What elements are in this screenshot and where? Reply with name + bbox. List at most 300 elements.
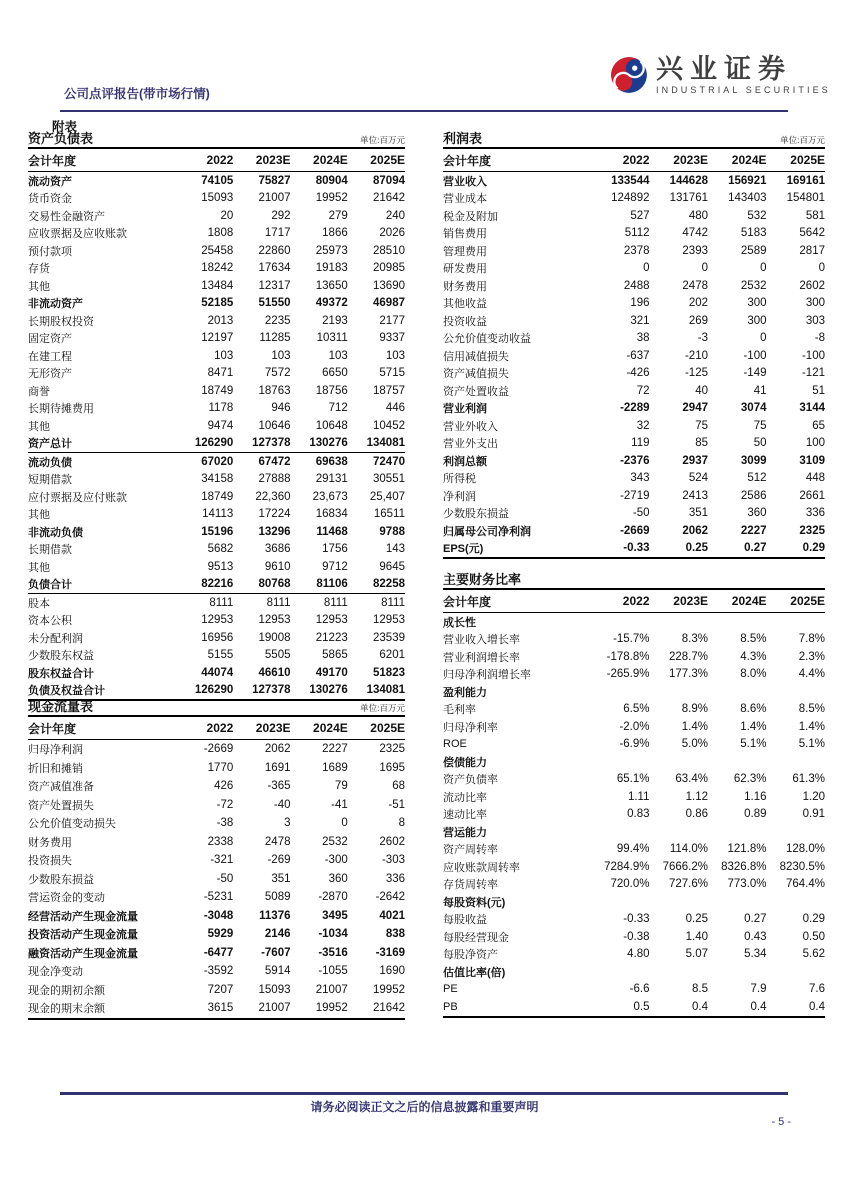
cell-value: 7.8% <box>798 633 825 646</box>
cell-value <box>767 753 826 771</box>
header-divider-rule <box>60 110 788 112</box>
cell-value: -6477 <box>203 946 234 959</box>
cell-value: 343 <box>630 472 650 485</box>
table-row <box>28 400 405 418</box>
row-label: 归属母公司净利润 <box>443 525 531 538</box>
cell-value: 114.0% <box>669 843 708 856</box>
row-label: 存货周转率 <box>443 879 498 892</box>
unit-label: 单位:百万元 <box>360 703 405 713</box>
table-row <box>28 260 405 278</box>
cell-value: 0.5 <box>591 998 650 1017</box>
cell-value: 20 <box>220 209 234 222</box>
cell-value: 154801 <box>786 192 825 205</box>
row-label: 每股收益 <box>443 914 487 927</box>
cell-value: 3144 <box>799 402 825 415</box>
row-label: 资产总计 <box>28 435 176 453</box>
cell-value: 19952 <box>291 999 348 1019</box>
table-row <box>28 488 405 506</box>
cell-value <box>767 963 826 981</box>
row-label: 估值比率(倍) <box>443 966 506 979</box>
row-label: 成长性 <box>443 616 476 629</box>
table-row <box>28 347 405 365</box>
row-label: 流动资产 <box>28 175 72 188</box>
cell-value: 196 <box>630 297 650 310</box>
cell-value: 5.62 <box>802 948 825 961</box>
year-column-header: 2022 <box>176 716 233 740</box>
cell-value: -40 <box>273 798 291 811</box>
table-row <box>443 435 825 453</box>
cell-value: 21007 <box>315 983 348 996</box>
table-row <box>443 858 825 876</box>
cell-value: -265.9% <box>606 668 650 681</box>
cell-value: 0 <box>341 817 348 830</box>
table-row <box>28 962 405 981</box>
cell-value: -2870 <box>318 891 348 904</box>
cell-value: 7572 <box>264 367 291 380</box>
cell-value: 1.12 <box>685 790 708 803</box>
year-column-header: 2025E <box>348 148 405 172</box>
cell-value: 202 <box>688 297 708 310</box>
industrial-securities-swirl-icon <box>610 56 648 94</box>
table-row <box>443 771 825 789</box>
cell-value: -72 <box>216 798 234 811</box>
income_statement-table <box>443 147 825 559</box>
cell-value: 127378 <box>233 682 290 701</box>
cell-value: 5155 <box>207 649 234 662</box>
cell-value: 448 <box>805 472 825 485</box>
table-row <box>443 242 825 260</box>
cell-value: 0.4 <box>767 998 826 1017</box>
row-label: 应收票据及应收账款 <box>28 228 127 241</box>
row-label: 资本公积 <box>28 615 72 628</box>
cell-value: 773.0% <box>727 878 767 891</box>
cell-value: 446 <box>385 402 405 415</box>
year-column-header: 2023E <box>650 589 709 613</box>
cell-value: 720.0% <box>610 878 650 891</box>
table-row <box>28 207 405 225</box>
cell-value: -2642 <box>375 891 405 904</box>
cell-value: 18242 <box>201 262 234 275</box>
row-label: 其他 <box>28 420 50 433</box>
table-row <box>443 522 825 540</box>
table-row <box>443 487 825 505</box>
row-label: ROE <box>443 738 467 751</box>
row-label: 资产处置收益 <box>443 385 509 398</box>
cell-value: 512 <box>747 472 767 485</box>
cell-value: -2719 <box>620 489 650 502</box>
row-label: 在建工程 <box>28 350 72 363</box>
row-label: 公允价值变动损失 <box>28 818 116 831</box>
cell-value: -3 <box>697 332 708 345</box>
cell-value: -41 <box>331 798 348 811</box>
cell-value: -0.33 <box>623 913 650 926</box>
cell-value: -2.0% <box>619 720 650 733</box>
cell-value <box>591 683 650 701</box>
cell-value: 65.1% <box>616 773 650 786</box>
cell-value: 228.7% <box>668 650 708 663</box>
cell-value: 67020 <box>201 455 234 468</box>
table-row <box>28 612 405 630</box>
cell-value: 2478 <box>682 279 708 292</box>
cell-value: 0.83 <box>627 808 650 821</box>
cell-value: 8.9% <box>681 703 708 716</box>
year-column-header: 2024E <box>291 148 348 172</box>
cell-value: -1055 <box>318 965 348 978</box>
financial-ratios-table-container <box>443 588 825 1018</box>
row-label: 少数股东损益 <box>443 508 509 521</box>
cell-value: 5865 <box>322 649 348 662</box>
cell-value: 51823 <box>373 666 405 679</box>
cell-value: 44074 <box>201 666 234 679</box>
cell-value: 52185 <box>201 297 234 310</box>
cell-value: 11376 <box>259 909 291 922</box>
cell-value: 25,407 <box>369 490 405 503</box>
cell-value: 5914 <box>264 965 291 978</box>
cell-value: 130276 <box>291 435 348 453</box>
cell-value: 16956 <box>201 631 234 644</box>
cell-value <box>650 823 709 841</box>
cell-value: -365 <box>267 780 291 793</box>
year-column-header: 2023E <box>233 148 290 172</box>
row-label: EPS(元) <box>443 540 591 559</box>
cell-value <box>650 893 709 911</box>
row-label: 资产减值损失 <box>443 368 509 381</box>
table-row <box>28 225 405 243</box>
cell-value: 8.0% <box>740 668 767 681</box>
row-label: 资产减值准备 <box>28 781 94 794</box>
cell-value <box>591 753 650 771</box>
cell-value: 6201 <box>379 649 405 662</box>
cell-value: -0.33 <box>591 540 650 559</box>
cell-value: 2586 <box>740 489 767 502</box>
cell-value: 11468 <box>316 525 348 538</box>
table-row <box>443 806 825 824</box>
cell-value: 9474 <box>207 419 234 432</box>
cell-value: -7607 <box>261 946 291 959</box>
cell-value: 2532 <box>740 279 767 292</box>
row-label: 其他收益 <box>443 298 487 311</box>
cell-value: 75827 <box>258 174 291 187</box>
row-label: 每股经营现金 <box>443 931 509 944</box>
cell-value: 7666.2% <box>662 860 708 873</box>
cell-value: 336 <box>385 872 405 885</box>
cell-value: 1.20 <box>802 790 825 803</box>
table-row <box>28 851 405 870</box>
cell-value <box>767 613 826 631</box>
balance_sheet-table <box>28 147 405 701</box>
cell-value: 134081 <box>348 435 405 453</box>
row-label: 投资活动产生现金流量 <box>28 929 138 942</box>
row-label: 现金净变动 <box>28 966 83 979</box>
table-row <box>443 718 825 736</box>
cell-value: 2817 <box>799 244 825 257</box>
cell-value: 1.40 <box>685 930 708 943</box>
table-row <box>443 417 825 435</box>
table-row <box>28 999 405 1019</box>
cell-value: 2478 <box>264 835 291 848</box>
cell-value: 2661 <box>799 489 825 502</box>
row-label: 融资活动产生现金流量 <box>28 947 138 960</box>
cell-value: 41 <box>753 384 767 397</box>
year-column-header: 2024E <box>708 589 767 613</box>
row-label: 营业外支出 <box>443 438 498 451</box>
cell-value: 5.1% <box>740 738 767 751</box>
cell-value: 13690 <box>373 279 405 292</box>
cell-value: 360 <box>747 507 767 520</box>
year-column-header: 2025E <box>767 148 826 172</box>
cell-value: 5.34 <box>744 948 767 961</box>
row-label: 营运能力 <box>443 826 487 839</box>
cell-value: 2062 <box>682 524 708 537</box>
cell-value: 8230.5% <box>779 860 825 873</box>
cell-value: 85 <box>695 437 708 450</box>
cell-value: 103 <box>214 349 234 362</box>
table-row <box>28 925 405 944</box>
cell-value: 15196 <box>201 525 234 538</box>
cell-value: 3615 <box>176 999 233 1019</box>
cell-value: 0.4 <box>650 998 709 1017</box>
cell-value: 133544 <box>611 174 650 187</box>
cell-value: -50 <box>216 872 234 885</box>
cell-value: 4742 <box>682 227 708 240</box>
cell-value: -149 <box>743 367 767 380</box>
cell-value: 131761 <box>669 192 708 205</box>
row-label: 未分配利润 <box>28 632 83 645</box>
cell-value: 30551 <box>373 473 405 486</box>
cell-value: 5183 <box>740 227 767 240</box>
cell-value: 2227 <box>322 743 348 756</box>
cell-value: 532 <box>747 209 767 222</box>
cell-value: 11285 <box>259 332 291 345</box>
cell-value: 16511 <box>373 508 405 521</box>
cell-value: 51 <box>812 384 825 397</box>
cell-value: 29131 <box>315 473 348 486</box>
cell-value: -8 <box>814 332 825 345</box>
cell-value: 10452 <box>373 419 405 432</box>
cell-value: 12953 <box>315 614 348 627</box>
cell-value: 23,673 <box>312 490 348 503</box>
cell-value: -6.9% <box>619 738 650 751</box>
cell-value: 10311 <box>316 332 348 345</box>
cell-value: 126290 <box>176 435 233 453</box>
row-label: 存货 <box>28 263 50 276</box>
cell-value: 28510 <box>373 244 405 257</box>
cell-value <box>591 963 650 981</box>
table-row <box>443 998 825 1017</box>
cell-value: 51550 <box>258 297 291 310</box>
table-row <box>443 505 825 523</box>
cell-value: 5.07 <box>685 948 708 961</box>
cell-value: 279 <box>328 209 348 222</box>
income-statement-table-container <box>443 147 825 559</box>
row-label: 盈利能力 <box>443 686 487 699</box>
cell-value: 103 <box>385 349 405 362</box>
cell-value: 81106 <box>291 576 348 594</box>
cell-value: 127378 <box>233 435 290 453</box>
cell-value: 5715 <box>379 367 405 380</box>
row-label: 公允价值变动收益 <box>443 333 531 346</box>
cell-value: 727.6% <box>668 878 708 891</box>
cell-value: 321 <box>630 314 650 327</box>
cell-value: 1689 <box>322 761 348 774</box>
cell-value: 581 <box>805 209 825 222</box>
cell-value: 8111 <box>266 596 291 609</box>
cell-value: 27888 <box>258 473 291 486</box>
cell-value: 18749 <box>201 384 234 397</box>
row-label: 每股净资产 <box>443 949 498 962</box>
cell-value <box>650 683 709 701</box>
cell-value: 2393 <box>682 244 708 257</box>
table-row <box>443 190 825 208</box>
cell-value: 32 <box>636 419 650 432</box>
row-label: 营业收入增长率 <box>443 634 520 647</box>
cell-value: 303 <box>805 314 825 327</box>
section-header-row <box>443 893 825 911</box>
cell-value: -50 <box>632 507 650 520</box>
cell-value: -100 <box>743 349 767 362</box>
cell-value: 50 <box>753 437 767 450</box>
cell-value: 17224 <box>258 508 291 521</box>
cell-value: 5505 <box>264 649 291 662</box>
table-row <box>28 740 405 759</box>
table-row <box>28 471 405 489</box>
cell-value: 38 <box>636 332 650 345</box>
logo-name-cn: 兴业证券 <box>656 54 792 84</box>
row-label: 投资收益 <box>443 315 487 328</box>
cell-value: 351 <box>688 507 708 520</box>
cell-value: 20985 <box>373 262 405 275</box>
cell-value: 0.50 <box>802 930 825 943</box>
cell-value: 21223 <box>315 631 348 644</box>
table-row <box>28 814 405 833</box>
cell-value: 6.5% <box>623 703 650 716</box>
table-row <box>28 506 405 524</box>
cell-value: 300 <box>805 297 825 310</box>
cell-value: 12197 <box>201 332 234 345</box>
cell-value: 0.4 <box>708 998 767 1017</box>
year-column-header: 2024E <box>708 148 767 172</box>
table-row <box>28 295 405 313</box>
table-row <box>28 330 405 348</box>
cell-value: 5089 <box>264 891 291 904</box>
cell-value: 360 <box>328 872 348 885</box>
cell-value: 2235 <box>264 314 291 327</box>
table-row <box>28 558 405 576</box>
row-label: 货币资金 <box>28 193 72 206</box>
cell-value: 0.89 <box>744 808 767 821</box>
row-label: 营业收入 <box>443 175 487 188</box>
row-label: PB <box>443 998 591 1017</box>
table-row <box>28 312 405 330</box>
row-label: 偿债能力 <box>443 756 487 769</box>
cell-value: 1.11 <box>627 790 650 803</box>
cell-value: 946 <box>271 402 291 415</box>
income-statement-section <box>443 131 825 559</box>
cell-value: 74105 <box>201 174 234 187</box>
table-row <box>443 312 825 330</box>
cell-value: 8.5% <box>798 703 825 716</box>
cell-value: 61.3% <box>792 773 825 786</box>
cell-value: 15093 <box>201 192 234 205</box>
row-label: 长期借款 <box>28 544 72 557</box>
cell-value: 4.80 <box>627 948 650 961</box>
cell-value: 0.29 <box>767 540 826 559</box>
cell-value: 63.4% <box>675 773 708 786</box>
row-label: 营业利润 <box>443 403 487 416</box>
row-label: 无形资产 <box>28 368 72 381</box>
cell-value: 16834 <box>315 508 348 521</box>
table-row <box>28 870 405 889</box>
cell-value: 2325 <box>799 524 825 537</box>
cell-value: 21642 <box>348 999 405 1019</box>
cash-flow-title: 现金流量表 <box>28 699 94 714</box>
row-label: 少数股东损益 <box>28 873 94 886</box>
cell-value: 144628 <box>669 174 708 187</box>
row-label: 税金及附加 <box>443 210 498 223</box>
cell-value: 2062 <box>264 743 291 756</box>
cell-value: 0.25 <box>685 913 708 926</box>
row-label: 预付款项 <box>28 245 72 258</box>
unit-label: 单位:百万元 <box>780 135 825 145</box>
cell-value: 22860 <box>258 244 291 257</box>
cell-value <box>708 613 767 631</box>
year-header-label: 会计年度 <box>443 148 591 172</box>
cash-flow-table-container <box>28 715 405 1020</box>
table-row <box>443 295 825 313</box>
report-type-label: 公司点评报告(带市场行情) <box>64 87 210 101</box>
cell-value: 8111 <box>323 596 348 609</box>
row-label: 营业利润增长率 <box>443 651 520 664</box>
cell-value: 121.8% <box>727 843 767 856</box>
row-label: 其他 <box>28 509 50 522</box>
row-label: 信用减值损失 <box>443 350 509 363</box>
table-row <box>28 541 405 559</box>
cell-value: 2937 <box>682 454 708 467</box>
appendix-label: 附表 <box>52 120 78 134</box>
cell-value: -5231 <box>203 891 234 904</box>
row-label: 利润总额 <box>443 455 487 468</box>
table-row <box>443 631 825 649</box>
cell-value: 0.43 <box>744 930 767 943</box>
table-row <box>28 796 405 815</box>
footer-disclaimer: 请务必阅读正文之后的信息披露和重要声明 <box>310 1100 539 1114</box>
cell-value: 13296 <box>258 525 291 538</box>
cell-value: -178.8% <box>606 650 650 663</box>
cell-value <box>708 823 767 841</box>
balance-sheet-table-container <box>28 147 405 701</box>
cell-value: -300 <box>324 854 348 867</box>
cell-value: -210 <box>684 349 708 362</box>
cash-flow-section <box>28 699 405 1020</box>
cell-value: -2669 <box>620 524 650 537</box>
table-row <box>443 788 825 806</box>
cell-value: 3495 <box>322 909 348 922</box>
cell-value: 21007 <box>233 999 290 1019</box>
cell-value: -1034 <box>318 928 348 941</box>
cell-value: 8 <box>398 817 405 830</box>
income-statement-title: 利润表 <box>443 131 483 146</box>
year-column-header: 2023E <box>233 716 290 740</box>
cell-value: 2532 <box>322 835 348 848</box>
cell-value: 143403 <box>728 192 767 205</box>
table-header-row <box>28 148 405 172</box>
cell-value: 19952 <box>315 192 348 205</box>
cell-value: 25973 <box>315 244 348 257</box>
cell-value: -321 <box>210 854 234 867</box>
table-row <box>443 470 825 488</box>
cell-value <box>708 753 767 771</box>
cell-value: 72470 <box>373 455 405 468</box>
